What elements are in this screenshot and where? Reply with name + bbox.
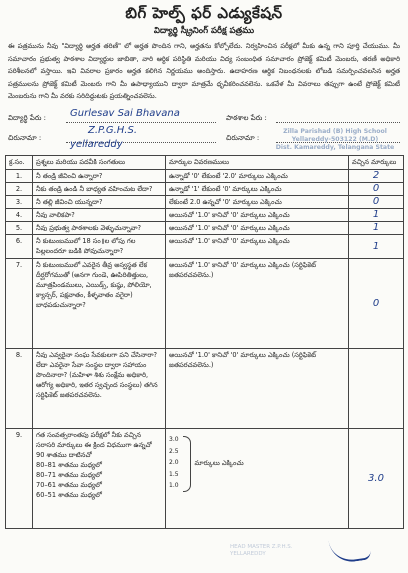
row-sno: 8. [6,349,33,429]
row-sno: 9. [6,429,33,529]
row-sno: 7. [6,259,33,349]
address-label-2: చిరునామా : [226,134,260,142]
row-sno: 4. [6,209,33,222]
row9-band: 60–51 శాతము మధ్యలో [36,491,102,499]
student-name-line [66,122,216,123]
row-mark: 1 [349,235,404,259]
table-row [6,349,404,429]
row-marking: అయినచో '1.0' కానిచో '0' మార్కులు ఎక్కించు [166,235,349,259]
row-mark: 0 [349,196,404,209]
table-row [6,429,404,529]
row9-band: 80–81 శాతము మధ్యలో [36,461,102,469]
row9-band: 90 శాతము దాటినచో [36,451,92,459]
student-name-value: Gurlesav Sai Bhavana [70,108,180,119]
row-question: నీవు ఎవ్వరైనా సంఘ సేవకులగా పని చేసినారా? లేదా ఎవరైనా సేవా సంస్థల ద్వారా సహాయం పొందినారా? (మహిళా శిశు సంక్షేమ అధికారి, ఆరోగ్య అధికారి, ఇతర స్వచ్ఛంద సంస్థలు) తగిన సర్టిఫికెట్ జతపరచవలెను. [33,349,166,429]
row-question: నీ తండ్రి జీవించి ఉన్నారా? [33,170,166,183]
row-question: నీకు తండ్రి ఉండి నీ బాధ్యత వహించుట లేదా? [33,183,166,196]
stamp-line-2: Yellareddy-503122 (M.D) [291,136,379,143]
table-header-row [6,156,404,170]
address-value-1: Z.P.G.H.S. [88,125,138,136]
row-marking: అయినచో '1.0' కానిచో '0' మార్కులు ఎక్కించు [166,222,349,235]
row-sno: 2. [6,183,33,196]
row-mark: 1 [349,209,404,222]
table-row [6,170,404,183]
row-sno: 6. [6,235,33,259]
student-name-label: విద్యార్థి పేరు : [8,114,46,122]
row-question: నీ తల్లి జీవించి యున్నదా? [33,196,166,209]
row-mark: 1 [349,222,404,235]
school-name-label: పాఠశాల పేరు : [226,114,267,122]
row-question [33,429,166,529]
school-name-line [276,122,400,123]
row-question: నీవు వాలికపా? [33,209,166,222]
row-sno: 1. [6,170,33,183]
row-marking: ఉన్నాడో '1' లేకుంటే '0' మార్కులు ఎక్కించు [166,183,349,196]
row-marking: అయినచో '1.0' కానిచో '0' మార్కులు ఎక్కించు (సర్టిఫికెట్ జతపరచవలెను.) [166,259,349,349]
intro-paragraph: ఈ పత్రమును నీవు "విద్యార్థి అర్హత తరిణీ" లో అర్హత పొందిన గాని, అర్హతను కోల్పోలేదు. నిర్వహించిన పరీక్షలో మీకు ఉన్న గాని పూర్తి చేయుము. మీ సమాచారం ప్రభుత్వ పాఠశాల విద్యార్థుల జాబితా, వారి ఆర్థిక పరిస్థితి మరియు విద్య సంబంధిత సమాచారం ప్రోజెక్ట్ కమిటీ మెంబరు, తరణీ అధికారి పరిశీలనలో వస్తాయి. ఇవి వివరాల ప్రకారం అర్హత కలిగిన నిర్ణయము అందిస్తారు. ఉదాహరణ ఆర్థిక నిబంధనలకు లోబడి సమర్పించవలసిన అర్హత పత్రములను ప్రోజెక్ట్ కమిటీ మెంబరు గాని మీ ఉపాధ్యాయుని ద్వారా మాత్రమే ధృవీకరించవలెను. ఒకవేళ మీ వివరాలు తప్పుగా ఉంటే ప్రోజెక్ట్ కమిటీ మెంబరును గాని మీ వరకు సరిదిద్దుటకు ప్రయత్నించవలెను. [8,42,400,101]
row-marking: అయినచో '1.0' కానిచో '0' మార్కులు ఎక్కించు [166,209,349,222]
row-sno: 5. [6,222,33,235]
row9-band: 70–61 శాతము మధ్యలో [36,481,102,489]
row-sno: 3. [6,196,33,209]
row-marking: ఉన్నాడో '0' లేకుంటే '2.0' మార్కులు ఎక్కించు [166,170,349,183]
row-question: నీవు ప్రభుత్వ పాఠశాలకు వెళ్ళుచున్నావా? [33,222,166,235]
header-marks: వచ్చిన మార్కులు [349,156,404,170]
scale-value: 3.0 [169,436,179,443]
student-fields [8,108,400,153]
row-marking: లేకుంటే 2.0 ఉన్నచో '0' మార్కులు ఎక్కించు [166,196,349,209]
row-mark: 0 [349,183,404,196]
table-row [6,235,404,259]
scale-value: 2.5 [169,447,179,455]
signature [329,535,372,564]
row9-marking-note: మార్కులు ఎక్కించు [194,459,244,467]
address-label: చిరునామా : [8,134,42,142]
document-subtitle: విద్యార్థి స్క్రీనింగ్ పరీక్ష పత్రము [153,26,255,36]
screening-table [5,155,404,529]
header-question: ప్రశ్నలు మరియు పదవీకి సంగతులు [33,156,166,170]
row-mark: 2 [349,170,404,183]
table-row [6,183,404,196]
row9-band: 80–71 శాతము మధ్యలో [36,471,102,479]
row-mark [349,349,404,429]
document-title: బిగ్ హెల్ప్ ఫర్ ఎడ్యుకేషన్ [125,4,283,22]
row9-question-text: గత సంవత్సరాంతపు పరీక్షలో నీకు వచ్చిన సరాసరి మార్కులు ఈ క్రింద విధముగా ఉన్నచో [36,431,152,449]
row-question: నీ కుటుంబములో ఎవరైన తీవ్ర అస్వస్థత లేక దీర్ఘరోగముతో (అనగా గుండె, ఊపిరితిత్తులు, మూత్రపిండములు, ఎయిడ్స్, కుష్ఠు, పోలియో, క్యాన్సర్, పక్షవాతం, కీళ్ళవాతం వగైరా) బాధపడుచున్నారా? [33,259,166,349]
scale-brace [183,436,191,492]
header-marking: మార్కుల వివరణములు [166,156,349,170]
table-row [6,209,404,222]
address-value-2: yellareddy [70,139,123,150]
row-marking [166,429,349,529]
row-marking: అయినచో '1.0' కానిచో '0' మార్కులు ఎక్కించు (సర్టిఫికెట్ జతపరచవలెను.) [166,349,349,429]
row9-scale [169,434,179,492]
header-sno: క్ర.సం. [6,156,33,170]
row-mark: 0 [349,259,404,349]
school-stamp [270,128,400,152]
scale-value: 1.0 [169,482,179,489]
table-row [6,222,404,235]
table-row [6,196,404,209]
row-question: నీ కుటుంబములో 18 సం॥ల లోపు గల పిల్లలందరూ బడికి పోవుచున్నారా? [33,235,166,259]
row-mark: 3.0 [349,429,404,529]
stamp-line-1: Zilla Parishad (B) High School [283,128,387,135]
headmaster-stamp: HEAD MASTER Z.P.H.S. YELLAREDDY [230,544,293,557]
stamp-line-3: Dist. Kamareddy, Telangana State [275,144,395,151]
table-row [6,259,404,349]
scale-value: 1.5 [169,470,179,478]
scale-value: 2.0 [169,459,179,466]
